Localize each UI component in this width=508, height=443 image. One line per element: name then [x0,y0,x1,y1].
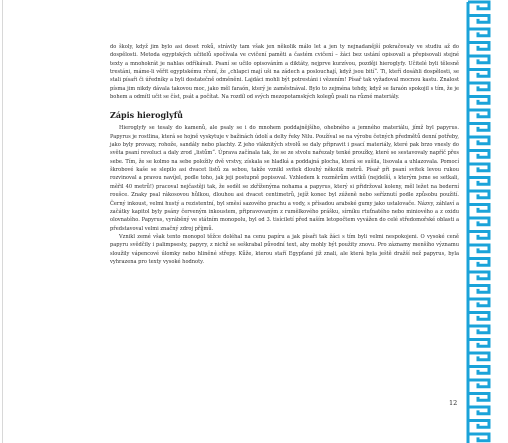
body-paragraph: Vznikl zemé však tento monopol těžce doléhal na cenu papíru a jak písaři tak žáci s tím byli velmi nespokojeni. O vysoké ceně papyru svědčily i palimpsesty, papyry, z nichž se seškrabal původní text, aby mohly být použity znovu. Pro záznamy menšího významu sloužily vápencové úlomky nebo hliněné střepy. Kůže, kterou staří Egypťané již znali, ale která byla ještě dražší než papyrus, byla vyhrazena pro texty vysoké hodnoty. [110,233,459,265]
greek-key-border-ornament [462,0,508,443]
page-text-column [110,43,459,266]
page-number: 12 [449,399,458,407]
body-paragraph: Hieroglyfy se tesaly do kamenů, ale psaly se i do mnohem poddajnějšího, ohebného a jemného materiálu, jímž byl papyrus. Papyrus je rostlina, která se hojně vyskytuje v bažinách údolí a delty řeky Nilu. Používal se na výrobu četných předmětů denní potřeby, jako byly provazy, rohože, sandály nebo plachty. Z jeho vláknitých stvolů se daly připravit i psací materiály, které pak brzo vnesly do světa psaní revoluci a daly zrod „listům“. Úprava začínala tak, že se ze stvolu nařezaly tenké proužky, které se sestavovaly napříč přes sebe. Tím, že se kolmo na sebe položily dvě vrstvy, získala se hladká a poddajná plocha, která se sušila, lisovala a uhlazovala. Pomocí škrobové kaše se slepilo asi dvacet listů za sebou, takže vznikl svitek dlouhý několik metrů. Písař při psaní svitek levou rukou rozvinoval a pravou navíjel, podle toho, jak jeji postupně popisoval. Vzhledem k rozměrům svitků (nejdelší, s kterým jsme se setkali, měřil 40 metrů!) pracoval nejčastěji tak, že seděl se zkříženýma nohama a papyrus, který si přidržoval koleny, měl ležet na bederní roušce. Znaky psal rákosovou hůlkou, dlouhou asi dvacet centimetrů, jejíž konec byl zúženě nebo seříznutí podle způsobu použití. Černý inkoust, velmi hustý a rezistentní, byl směsí sazového prachu a vody, s přísadou arabské gumy jako ustalovače. Názvy, záhlaví a začátky kapitol byly psány červeným inkoustem, připravovaným z rumělkového prášku, sírníku rtuťnatého nebo miniového a z oxidu olovnatého. Papyrus, vyráběný ve státním monopolu, byl od 3. tisíciletí před naším letopočtem vyvážen do celé středomořské oblasti a představoval velmi značný zdroj příjmů. [110,125,459,232]
body-paragraph: do školy, když jim bylo asi deset roků, strávily tam však jen několik málo let a jen ty nejnadanější pokračovaly ve studiu až do dospělosti. Metoda egyptských učitelů spočívala ve cvičení paměti a častém cvičení – žáci bez ustání opisovali a přepisovali stejné texty a mnohokrát je nahlas odříkávali. Psaní se učilo opisováním a diktáty, nejprve kurzívou, později hieroglyfy. Učitelé byli tělesně trestáni, máme-li věřit egyptskému rčení, že „chlapci mají uši na zádech a poslouchají, když jsou bití“. Ti, kteří dosáhli dospělosti, se stali písaři či úředníky a byli dostatečně odměněni. Lajdáci mohli být potrestáni i vězením! Písař tak vyžadoval mocnou kastu. Znalost písma jim nikdy dávala takovou moc, jako měl faraón, který je zaměstnával. Bylo to zejména tehdy, když se faraón spokojil s tím, že je bohem a odmítl učit se číst, psát a počítat. Na rozdíl od svých mezopotamských kolegů psali na různé materiály. [110,44,459,101]
section-heading: Zápis hieroglyfů [110,110,183,121]
page-gutter-divider [2,0,3,443]
